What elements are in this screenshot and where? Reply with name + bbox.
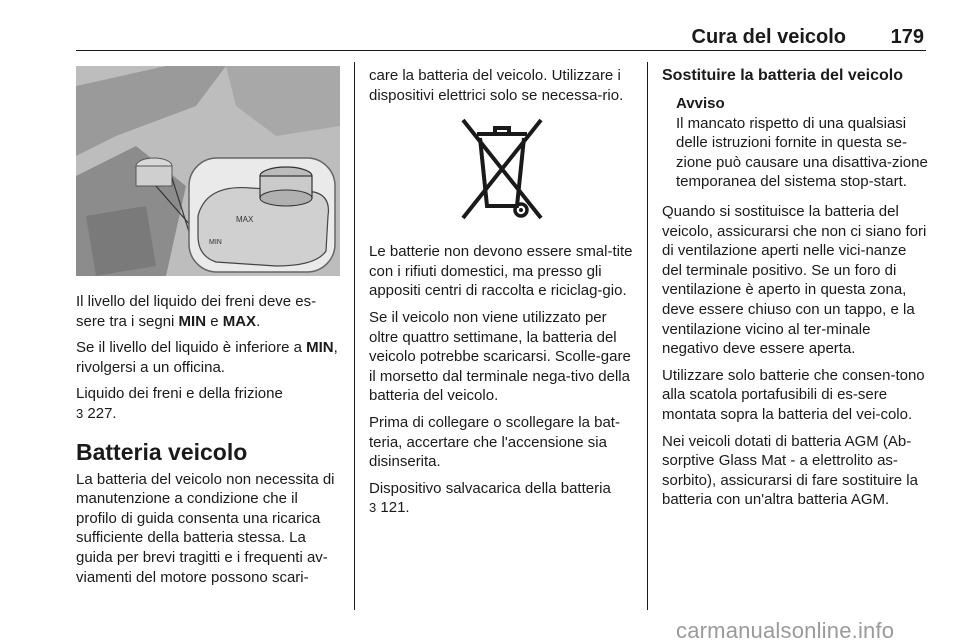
- page-ref-icon: 3: [76, 405, 84, 421]
- paragraph-battery-cont: care la batteria del veicolo. Utilizzare i dispositivi elettrici solo se necessa-rio.: [369, 67, 624, 104]
- page-ref-link[interactable]: 227.: [83, 404, 117, 422]
- page-ref-icon: 3: [369, 500, 377, 516]
- page-ref-link[interactable]: 121.: [376, 499, 410, 517]
- column-3: [662, 66, 928, 517]
- crossed-out-bin-icon: [457, 112, 547, 230]
- column-divider-1: [354, 62, 355, 610]
- paragraph-fuse-box: Utilizzare solo batterie che consen-tono alla scatola portafusibili di es-sere montata sopra la batteria del vei-colo.: [662, 366, 925, 423]
- paragraph-brake-ref: Liquido dei freni e della frizione 3 227.: [76, 385, 283, 422]
- paragraph-saver-ref: Dispositivo salvacarica della batteria 3 121.: [369, 479, 611, 517]
- notice-title: Avviso: [676, 95, 725, 112]
- heading-batteria-veicolo: Batteria veicolo: [76, 438, 248, 465]
- notice-box: [662, 94, 928, 192]
- paragraph-vent-holes: Quando si sostituisce la batteria del veicolo, assicurarsi che non ci siano fori di ventilazione aperti nelle vici-nanze del terminale positivo. Se un foro di ventilazione è aperto in questa zona, deve essere chiuso con un tappo, e la ventilazione vicino al ter-minale negativo deve essere aperta.: [662, 202, 927, 358]
- column-2: [369, 66, 635, 525]
- brake-fluid-reservoir-photo: [76, 66, 340, 276]
- column-1: [76, 292, 342, 594]
- notice-body: Il mancato rispetto di una qualsiasi delle istruzioni fornite in questa se-zione può causare una disattiva-zione temporanea del sistema stop-start.: [676, 114, 928, 191]
- paragraph-unused-vehicle: Se il veicolo non viene utilizzato per oltre quattro settimane, la batteria del veicolo potrebbe scaricarsi. Scolle-gare il morsetto dal terminale nega-tivo della batteria del veicolo.: [369, 308, 631, 405]
- watermark: carmanualsonline.info: [676, 618, 895, 643]
- section-title: Cura del veicolo: [691, 26, 846, 48]
- paragraph-ignition: Prima di collegare o scollegare la bat-teria, accertare che l'accensione sia disinserita.: [369, 413, 620, 471]
- paragraph-battery-intro: La batteria del veicolo non necessita di manutenzione a condizione che il profilo di guida consenta una ricarica sufficiente della batteria stessa. La guida per brevi tragitti e i frequenti av-viamenti del motore possono scari-: [76, 470, 335, 586]
- paragraph-below-min: Se il livello del liquido è inferiore a MIN, rivolgersi a un officina.: [76, 339, 338, 376]
- page-header: [76, 24, 926, 51]
- paragraph-brake-level: Il livello del liquido dei freni deve es-sere tra i segni MIN e MAX.: [76, 293, 317, 330]
- heading-sostituire-batteria: Sostituire la batteria del veicolo: [662, 67, 903, 84]
- paragraph-agm: Nei veicoli dotati di batteria AGM (Ab-sorptive Glass Mat - a elettrolito as-sorbito), assicurarsi di fare sostituire la batteria con un'altra batteria AGM.: [662, 432, 918, 509]
- page-number: 179: [890, 26, 924, 48]
- column-divider-2: [647, 62, 648, 610]
- min-mark-label: MIN: [209, 239, 222, 246]
- paragraph-disposal: Le batterie non devono essere smal-tite con i rifiuti domestici, ma presso gli appositi centri di raccolta e riciclag-gio.: [369, 243, 633, 300]
- max-mark-label: MAX: [236, 215, 254, 224]
